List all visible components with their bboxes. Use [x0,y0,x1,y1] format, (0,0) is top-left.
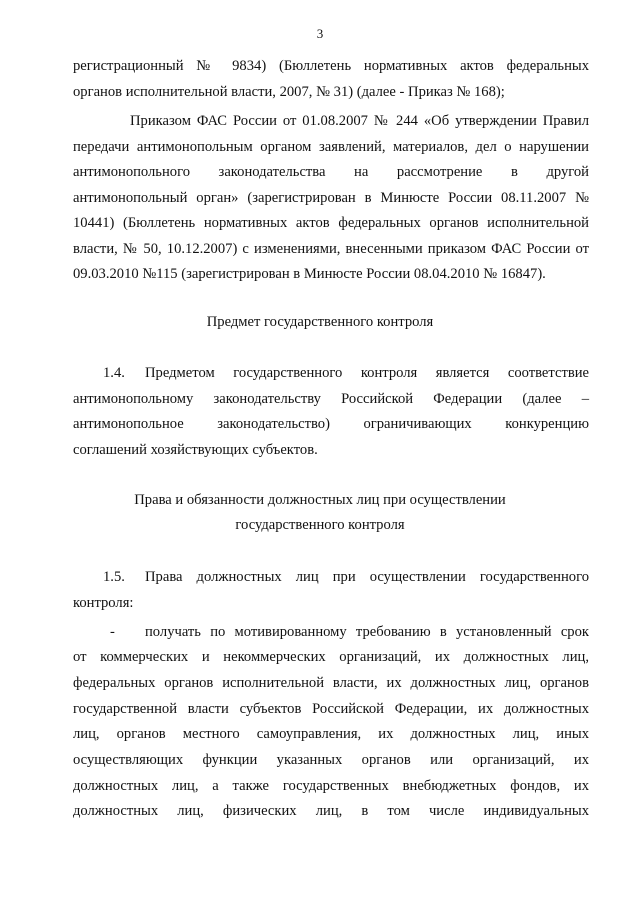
section-heading-line: государственного контроля [235,517,405,533]
paragraph-line: передачи антимонопольным органом заявлений, материалов, дел о нарушении [73,139,589,155]
paragraph-line: должностных лиц, физических лиц, в том числе индивидуальных [73,803,589,819]
paragraph-line: Права должностных лиц при осуществлении государственного [145,569,589,585]
paragraph-line: федеральных органов исполнительной власти, их должностных лиц, органов [73,675,589,691]
paragraph-line: 09.03.2010 №115 (зарегистрирован в Минюсте России 08.04.2010 № 16847). [73,266,546,282]
paragraph-line: осуществляющих функции указанных органов или организаций, их [73,752,589,768]
paragraph-line: антимонопольный орган» (зарегистрирован в Минюсте России 08.11.2007 № [73,190,589,206]
paragraph-line: государственной власти субъектов Российской Федерации, их должностных [73,701,589,717]
paragraph-line: регистрационный № 9834) (Бюллетень нормативных актов федеральных [73,58,589,74]
paragraph-line: получать по мотивированному требованию в установленный срок [145,624,589,640]
paragraph-line: органов исполнительной власти, 2007, № 31) (далее - Приказ № 168); [73,84,505,100]
paragraph-line: власти, № 50, 10.12.2007) с изменениями, внесенными приказом ФАС России от [73,241,589,257]
section-heading: Предмет государственного контроля [206,314,434,330]
paragraph-line: контроля: [73,595,134,611]
list-bullet-marker: - [110,624,115,640]
page-number: 3 [316,26,324,41]
paragraph-line: Приказом ФАС России от 01.08.2007 № 244 «Об утверждении Правил [130,113,589,129]
paragraph-line: антимонопольного законодательства на рассмотрение в другой [73,164,589,180]
paragraph-line: антимонопольное законодательство) ограничивающих конкуренцию [73,416,589,432]
paragraph-line: лиц, органов местного самоуправления, их должностных лиц, иных [73,726,589,742]
paragraph-line: от коммерческих и некоммерческих организаций, их должностных лиц, [73,649,589,665]
paragraph-line: Предметом государственного контроля является соответствие [145,365,589,381]
clause-number: 1.4. [103,365,125,381]
paragraph-line: соглашений хозяйствующих субъектов. [73,442,318,458]
clause-number: 1.5. [103,569,125,585]
paragraph-line: 10441) (Бюллетень нормативных актов федеральных органов исполнительной [73,215,589,231]
section-heading-line: Права и обязанности должностных лиц при осуществлении [134,492,506,508]
paragraph-line: антимонопольному законодательству Российской Федерации (далее – [73,391,589,407]
paragraph-line: должностных лиц, а также государственных внебюджетных фондов, их [73,778,589,794]
